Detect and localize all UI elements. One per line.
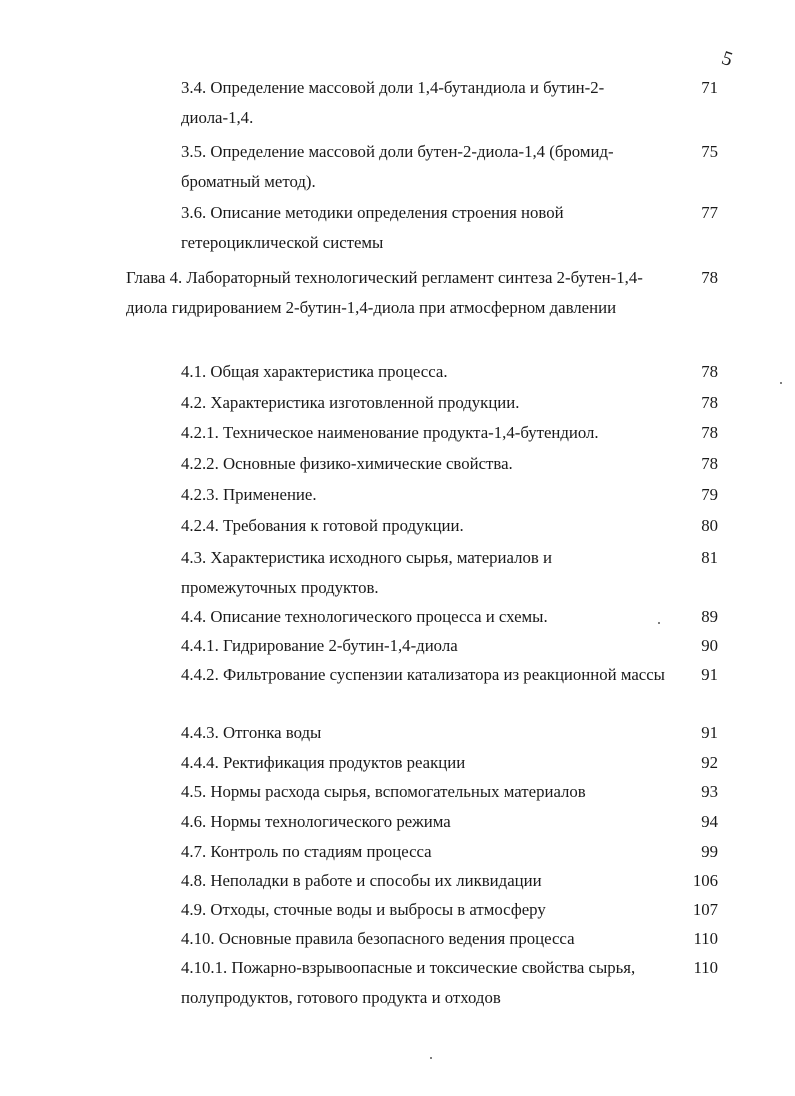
toc-entry: [181, 357, 718, 387]
toc-entry: [181, 511, 718, 541]
toc-entry-text: 4.10.1. Пожарно-взрывоопасные и токсические свойства сырья, полупродуктов, готового продукта и отходов: [181, 958, 636, 1007]
toc-entry-page: 81: [701, 548, 718, 567]
toc-entry-text: 4.4.1. Гидрирование 2-бутин-1,4-диола: [181, 636, 458, 655]
toc-entry: [181, 807, 718, 837]
toc-entry-page: 92: [701, 753, 718, 772]
toc-entry-text: 4.7. Контроль по стадиям процесса: [181, 842, 432, 861]
handwritten-page-mark: 5: [719, 47, 736, 72]
toc-entry-text: Глава 4. Лабораторный технологический регламент синтеза 2-бутен-1,4-диола гидрированием 2-бутин-1,4-диола при атмосферном давлении: [126, 268, 643, 317]
toc-entry-page: 78: [701, 454, 718, 473]
toc-entry-page: 78: [701, 393, 718, 412]
toc-entry-page: 89: [701, 607, 718, 626]
toc-entry-page: 110: [693, 929, 718, 948]
toc-entry-text: 4.2.4. Требования к готовой продукции.: [181, 516, 464, 535]
toc-entry: [181, 602, 718, 632]
toc-entry-text: 4.1. Общая характеристика процесса.: [181, 362, 448, 381]
toc-entry: [181, 449, 718, 479]
toc-entry-page: 71: [701, 78, 718, 97]
toc-entry-text: 4.8. Неполадки в работе и способы их ликвидации: [181, 871, 542, 890]
toc-entry: [181, 73, 718, 133]
toc-entry: [181, 866, 718, 896]
toc-entry: [181, 631, 718, 661]
toc-entry: [181, 895, 718, 925]
toc-entry-page: 78: [701, 423, 718, 442]
toc-entry-text: 4.4.4. Ректификация продуктов реакции: [181, 753, 466, 772]
toc-entry-text: 4.10. Основные правила безопасного ведения процесса: [181, 929, 575, 948]
scan-speck: [430, 1057, 432, 1059]
toc-entry: [181, 198, 718, 258]
toc-entry-page: 106: [692, 871, 718, 890]
scan-speck: [780, 382, 782, 384]
toc-entry-page: 94: [701, 812, 718, 831]
toc-entry-text: 4.4.2. Фильтрование суспензии катализатора из реакционной массы: [181, 665, 665, 684]
toc-entry: [181, 953, 718, 1013]
scan-speck: [658, 622, 660, 624]
toc-entry-page: 93: [701, 782, 718, 801]
toc-entry-text: 4.4.3. Отгонка воды: [181, 723, 322, 742]
toc-entry-page: 90: [701, 636, 718, 655]
toc-entry-page: 75: [701, 142, 718, 161]
toc-entry-page: 77: [701, 203, 718, 222]
toc-entry-page: 107: [692, 900, 718, 919]
toc-entry-text: 3.4. Определение массовой доли 1,4-бутандиола и бутин-2-диола-1,4.: [181, 78, 605, 127]
toc-entry: [181, 418, 718, 448]
toc-entry: [181, 837, 718, 867]
toc-entry-page: 79: [701, 485, 718, 504]
toc-entry-page: 110: [693, 958, 718, 977]
toc-entry-page: 80: [701, 516, 718, 535]
toc-entry-text: 4.2.1. Техническое наименование продукта-1,4-бутендиол.: [181, 423, 599, 442]
toc-entry-page: 78: [701, 362, 718, 381]
toc-entry: [181, 388, 718, 418]
toc-entry: [181, 924, 718, 954]
toc-entry: [181, 748, 718, 778]
toc-entry-page: 91: [701, 665, 718, 684]
toc-entry: [181, 480, 718, 510]
toc-entry-page: 99: [701, 842, 718, 861]
toc-entry-text: 4.2.3. Применение.: [181, 485, 317, 504]
toc-entry-text: 4.4. Описание технологического процесса и схемы.: [181, 607, 548, 626]
toc-entry: [181, 543, 718, 603]
toc-entry-text: 4.3. Характеристика исходного сырья, материалов и промежуточных продуктов.: [181, 548, 552, 597]
toc-entry: [181, 718, 718, 748]
toc-entry-text: 3.5. Определение массовой доли бутен-2-диола-1,4 (бромид-броматный метод).: [181, 142, 614, 191]
toc-entry-page: 78: [701, 268, 718, 287]
toc-entry-text: 3.6. Описание методики определения строения новой гетероциклической системы: [181, 203, 564, 252]
toc-entry: [181, 137, 718, 197]
toc-entry-text: 4.5. Нормы расхода сырья, вспомогательных материалов: [181, 782, 586, 801]
toc-entry: [181, 660, 718, 720]
toc-entry-text: 4.6. Нормы технологического режима: [181, 812, 451, 831]
toc-chapter-entry: [126, 263, 718, 353]
toc-entry: [181, 777, 718, 807]
toc-entry-text: 4.9. Отходы, сточные воды и выбросы в атмосферу: [181, 900, 546, 919]
toc-entry-text: 4.2. Характеристика изготовленной продукции.: [181, 393, 520, 412]
toc-entry-page: 91: [701, 723, 718, 742]
toc-entry-text: 4.2.2. Основные физико-химические свойства.: [181, 454, 513, 473]
